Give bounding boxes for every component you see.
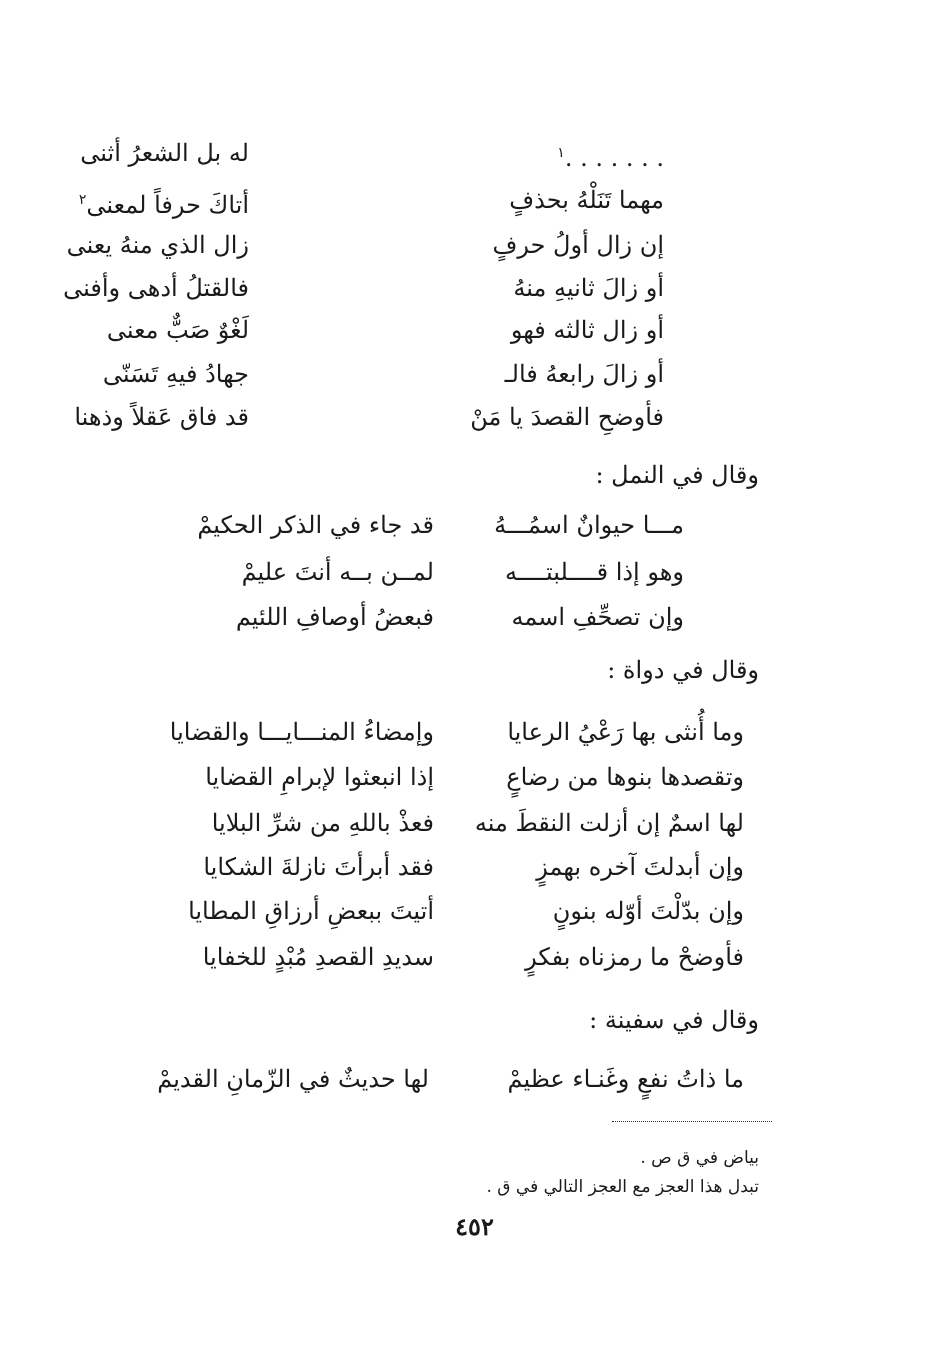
verse-3-ajuz: زال الذي منهُ يعنى bbox=[66, 231, 249, 259]
verse-17-sadr: ما ذاتُ نفعٍ وغَنـاء عظيمْ bbox=[507, 1065, 744, 1093]
verse-6-ajuz: جهادُ فيهِ تَسَنّى bbox=[102, 360, 249, 388]
footnote-2: تبدل هذا العجز مع العجز التالي في ق . bbox=[486, 1177, 759, 1197]
verse-15-sadr: وإن بدّلْتَ أوّله بنونٍ bbox=[552, 897, 744, 925]
verse-12-sadr: وتقصدها بنوها من رضاعٍ bbox=[506, 763, 744, 791]
footnote-separator bbox=[612, 1121, 772, 1122]
verse-3-sadr: إن زال أولُ حرفٍ bbox=[492, 231, 664, 259]
verse-16-sadr: فأوضحْ ما رمزناه بفكرٍ bbox=[525, 943, 744, 971]
verse-14-sadr: وإن أبدلتَ آخره بهمزٍ bbox=[536, 853, 744, 881]
verse-2-ajuz-text: أتاكَ حرفاً لمعنى bbox=[86, 191, 249, 219]
section-heading-ants: وقال في النمل : bbox=[595, 461, 759, 489]
section-heading-ship: وقال في سفينة : bbox=[589, 1006, 759, 1034]
verse-10-sadr: وإن تصحِّفِ اسمه bbox=[511, 603, 684, 631]
footnote-1: بياض في ق ص . bbox=[640, 1148, 759, 1168]
verse-1-ajuz: له بل الشعرُ أثنى bbox=[80, 139, 249, 167]
verse-13-ajuz: فعذْ باللهِ من شرِّ البلايا bbox=[211, 809, 434, 837]
verse-7-sadr: فأوضحِ القصدَ يا مَنْ bbox=[470, 403, 664, 431]
verse-15-ajuz: أتيتَ ببعضِ أرزاقِ المطايا bbox=[188, 897, 434, 925]
verse-8-ajuz: قد جاء في الذكر الحكيمْ bbox=[197, 511, 434, 539]
verse-6-sadr: أو زالَ رابعهُ فالـ bbox=[504, 360, 664, 388]
verse-13-sadr: لها اسمٌ إن أزلت النقطَ منه bbox=[474, 809, 744, 837]
verse-4-ajuz: فالقتلُ أدهى وأفنى bbox=[63, 274, 249, 302]
section-heading-inkwell: وقال في دواة : bbox=[607, 656, 759, 684]
verse-2-sadr: مهما تَنَلْهُ بحذفٍ bbox=[509, 186, 664, 214]
footnote-marker-2: ٢ bbox=[78, 192, 87, 208]
verse-5-sadr: أو زال ثالثه فهو bbox=[510, 316, 664, 344]
verse-9-ajuz: لمــن بــه أنتَ عليمْ bbox=[241, 558, 434, 586]
page-number: ٤٥٢ bbox=[455, 1212, 494, 1241]
verse-16-ajuz: سديدِ القصدِ مُبْدٍ للخفايا bbox=[202, 943, 434, 971]
verse-17-ajuz: لها حديثٌ في الزّمانِ القديمْ bbox=[157, 1065, 429, 1093]
verse-12-ajuz: إذا انبعثوا لإبرامِ القضايا bbox=[205, 763, 434, 791]
footnote-marker-1: ١ bbox=[557, 145, 565, 161]
verse-1-sadr bbox=[557, 136, 664, 175]
verse-7-ajuz: قد فاق عَقلاً وذهنا bbox=[74, 403, 249, 431]
verse-11-ajuz: وإمضاءُ المنـــايـــا والقضايا bbox=[169, 718, 434, 746]
verse-5-ajuz: لَغْوٌ صَبٌّ معنى bbox=[106, 316, 249, 344]
verse-2-ajuz bbox=[79, 183, 249, 222]
verse-9-sadr: وهو إذا قــــلبتــــه bbox=[505, 558, 684, 586]
verse-10-ajuz: فبعضُ أوصافِ اللئيم bbox=[235, 603, 434, 631]
verse-1-sadr-text: . . . . . . . bbox=[564, 144, 664, 172]
verse-14-ajuz: فقد أبرأتَ نازلةَ الشكايا bbox=[203, 853, 434, 881]
verse-8-sadr: مـــا حيوانٌ اسمُـــهُ bbox=[494, 511, 684, 539]
verse-11-sadr: وما أُنثى بها رَعْيُ الرعايا bbox=[507, 718, 744, 746]
verse-4-sadr: أو زالَ ثانيهِ منهُ bbox=[513, 274, 664, 302]
